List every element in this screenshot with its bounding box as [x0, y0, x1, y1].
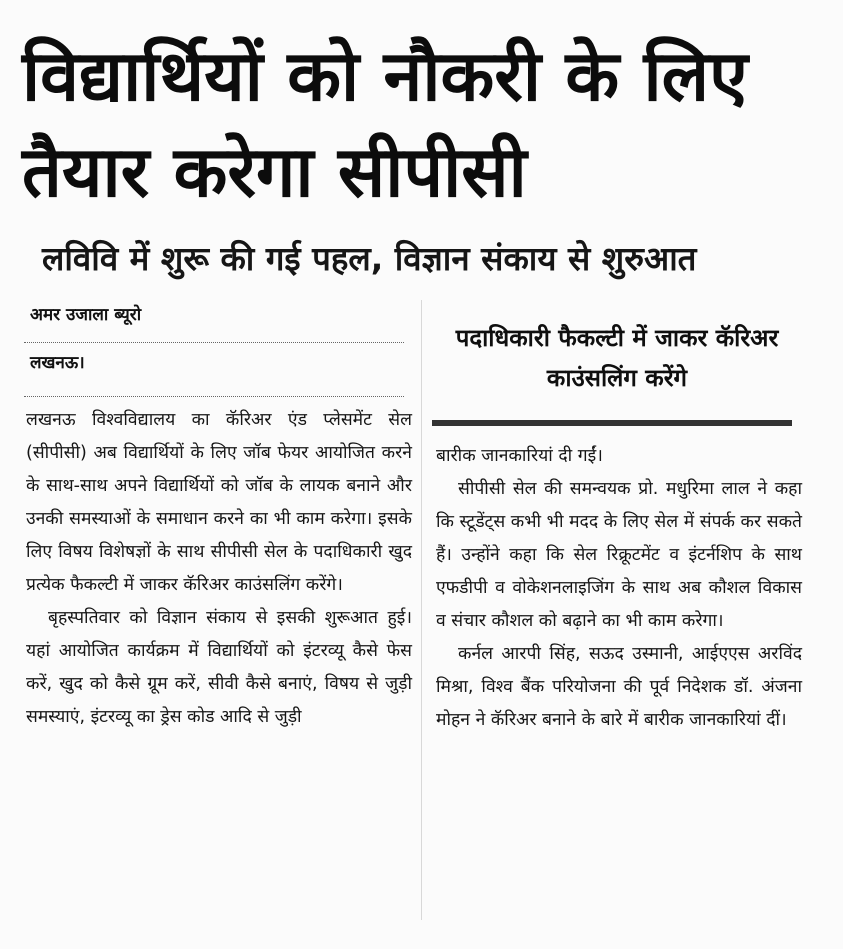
right-paragraph-2: सीपीसी सेल की समन्वयक प्रो. मधुरिमा लाल ने कहा कि स्टूडेंट्स कभी भी मदद के लिए सेल में संपर्क कर सकते हैं। उन्होंने कहा कि सेल रिक्रूटमेंट व इंटर्नशिप के साथ एफडीपी व वोकेशनलाइजिंग के साथ अब कौशल विकास व संचार कौशल को बढ़ाने का भी काम करेगा। — [436, 479, 802, 631]
byline-rule — [24, 342, 404, 343]
side-heading: पदाधिकारी फैकल्टी में जाकर कॅरिअर काउंसलिंग करेंगे — [455, 324, 779, 392]
headline: विद्यार्थियों को नौकरी के लिए तैयार करेगा सीपीसी — [22, 35, 748, 213]
left-paragraph-2: बृहस्पतिवार को विज्ञान संकाय से इसकी शुरूआत हुई। यहां आयोजित कार्यक्रम में विद्यार्थियों को इंटरव्यू कैसे फेस करें, खुद को कैसे ग्रूम करें, सीवी कैसे बनाएं, विषय से जुड़ी समस्याएं, इंटरव्यू का ड्रेस कोड आदि से जुड़ी — [26, 608, 412, 727]
byline: अमर उजाला ब्यूरो — [30, 305, 142, 325]
subheadline: लविवि में शुरू की गई पहल, विज्ञान संकाय से शुरुआत — [42, 239, 697, 278]
right-column — [436, 440, 802, 737]
left-paragraph-1: लखनऊ विश्वविद्यालय का कॅरिअर एंड प्लेसमेंट सेल (सीपीसी) अब विद्यार्थियों के लिए जॉब फेयर आयोजित करने के साथ-साथ अपने विद्यार्थियों को जॉब के लायक बनाने और उनकी समस्याओं के समाधान करने का भी काम करेगा। इसके लिए विषय विशेषज्ञों के साथ सीपीसी सेल के पदाधिकारी खुद प्रत्येक फैकल्टी में जाकर कॅरिअर काउंसलिंग करेंगे। — [26, 410, 412, 595]
side-heading-rule — [432, 420, 792, 426]
right-paragraph-1: बारीक जानकारियां दी गईं। — [436, 446, 603, 466]
right-paragraph-3: कर्नल आरपी सिंह, सऊद उस्मानी, आईएएस अरविंद मिश्रा, विश्व बैंक परियोजना की पूर्व निदेशक डॉ. अंजना मोहन ने कॅरिअर बनाने के बारे में बारीक जानकारियां दीं। — [436, 644, 802, 730]
dateline: लखनऊ। — [30, 353, 85, 373]
dateline-rule — [24, 396, 404, 397]
column-divider — [421, 300, 422, 920]
left-column — [26, 404, 412, 734]
